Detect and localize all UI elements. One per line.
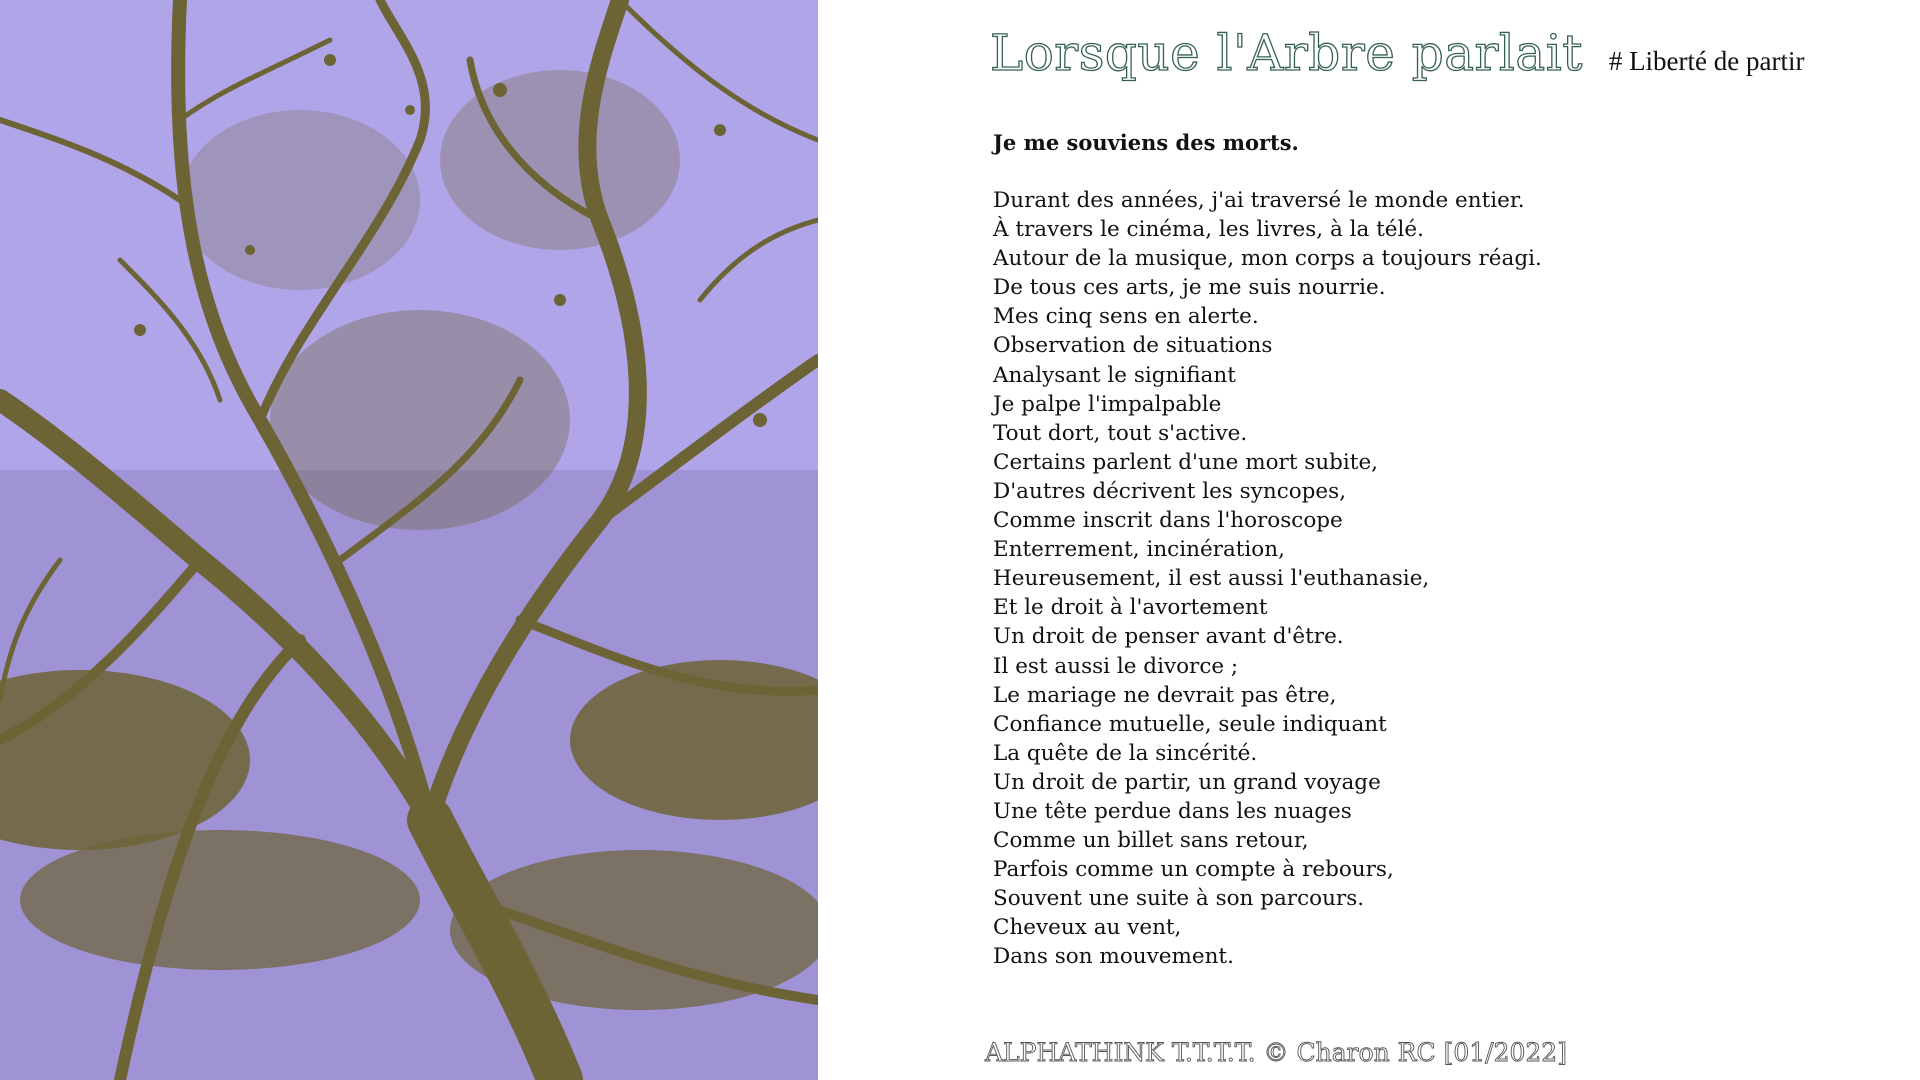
poem-line: Analysant le signifiant bbox=[993, 362, 1236, 388]
poem-line: La quête de la sincérité. bbox=[993, 740, 1258, 766]
poem-heading: Je me souviens des morts. bbox=[993, 130, 1299, 155]
poem-line: Un droit de partir, un grand voyage bbox=[993, 769, 1381, 795]
poem-line: Cheveux au vent, bbox=[993, 915, 1182, 941]
poem-line: Comme un billet sans retour, bbox=[993, 828, 1309, 854]
poem-line: Dans son mouvement. bbox=[993, 944, 1234, 970]
tree-branches-illustration bbox=[0, 0, 818, 1080]
poem-line: D'autres décrivent les syncopes, bbox=[993, 478, 1347, 504]
poem-line: Enterrement, incinération, bbox=[993, 537, 1285, 563]
poem-line: Comme inscrit dans l'horoscope bbox=[993, 508, 1343, 534]
poem-line: Mes cinq sens en alerte. bbox=[993, 304, 1259, 330]
tree-artwork bbox=[0, 0, 818, 1080]
poem-line: Durant des années, j'ai traversé le monde entier. bbox=[993, 188, 1525, 213]
poem-line: Certains parlent d'une mort subite, bbox=[993, 449, 1379, 475]
hashtag-label: # Liberté de partir bbox=[1608, 46, 1805, 76]
poem-line: Tout dort, tout s'active. bbox=[993, 420, 1248, 446]
page-title: Lorsque l'Arbre parlait bbox=[990, 24, 1583, 82]
poem-line: Heureusement, il est aussi l'euthanasie, bbox=[993, 566, 1430, 592]
poem-line: Le mariage ne devrait pas être, bbox=[993, 682, 1337, 708]
poem-line: À travers le cinéma, les livres, à la télé. bbox=[993, 217, 1424, 243]
poem-line: Observation de situations bbox=[993, 333, 1273, 359]
poem-line: Souvent une suite à son parcours. bbox=[993, 886, 1365, 912]
poem-lines bbox=[993, 186, 1753, 972]
poem-line: Et le droit à l'avortement bbox=[993, 595, 1268, 621]
poem-line: Un droit de penser avant d'être. bbox=[993, 624, 1344, 650]
poem-line: Confiance mutuelle, seule indiquant bbox=[993, 711, 1387, 737]
copyright-footer: ALPHATHINK T.T.T.T. © Charon RC [01/2022] bbox=[985, 1038, 1567, 1067]
poem-line: Je palpe l'impalpable bbox=[993, 391, 1222, 417]
header bbox=[990, 24, 1804, 104]
poem-line: Parfois comme un compte à rebours, bbox=[993, 857, 1394, 883]
poem-line: Il est aussi le divorce ; bbox=[993, 653, 1239, 679]
poem bbox=[993, 128, 1753, 972]
poem-line: Une tête perdue dans les nuages bbox=[993, 798, 1352, 824]
poem-line: De tous ces arts, je me suis nourrie. bbox=[993, 275, 1386, 301]
poem-line: Autour de la musique, mon corps a toujours réagi. bbox=[993, 246, 1542, 272]
